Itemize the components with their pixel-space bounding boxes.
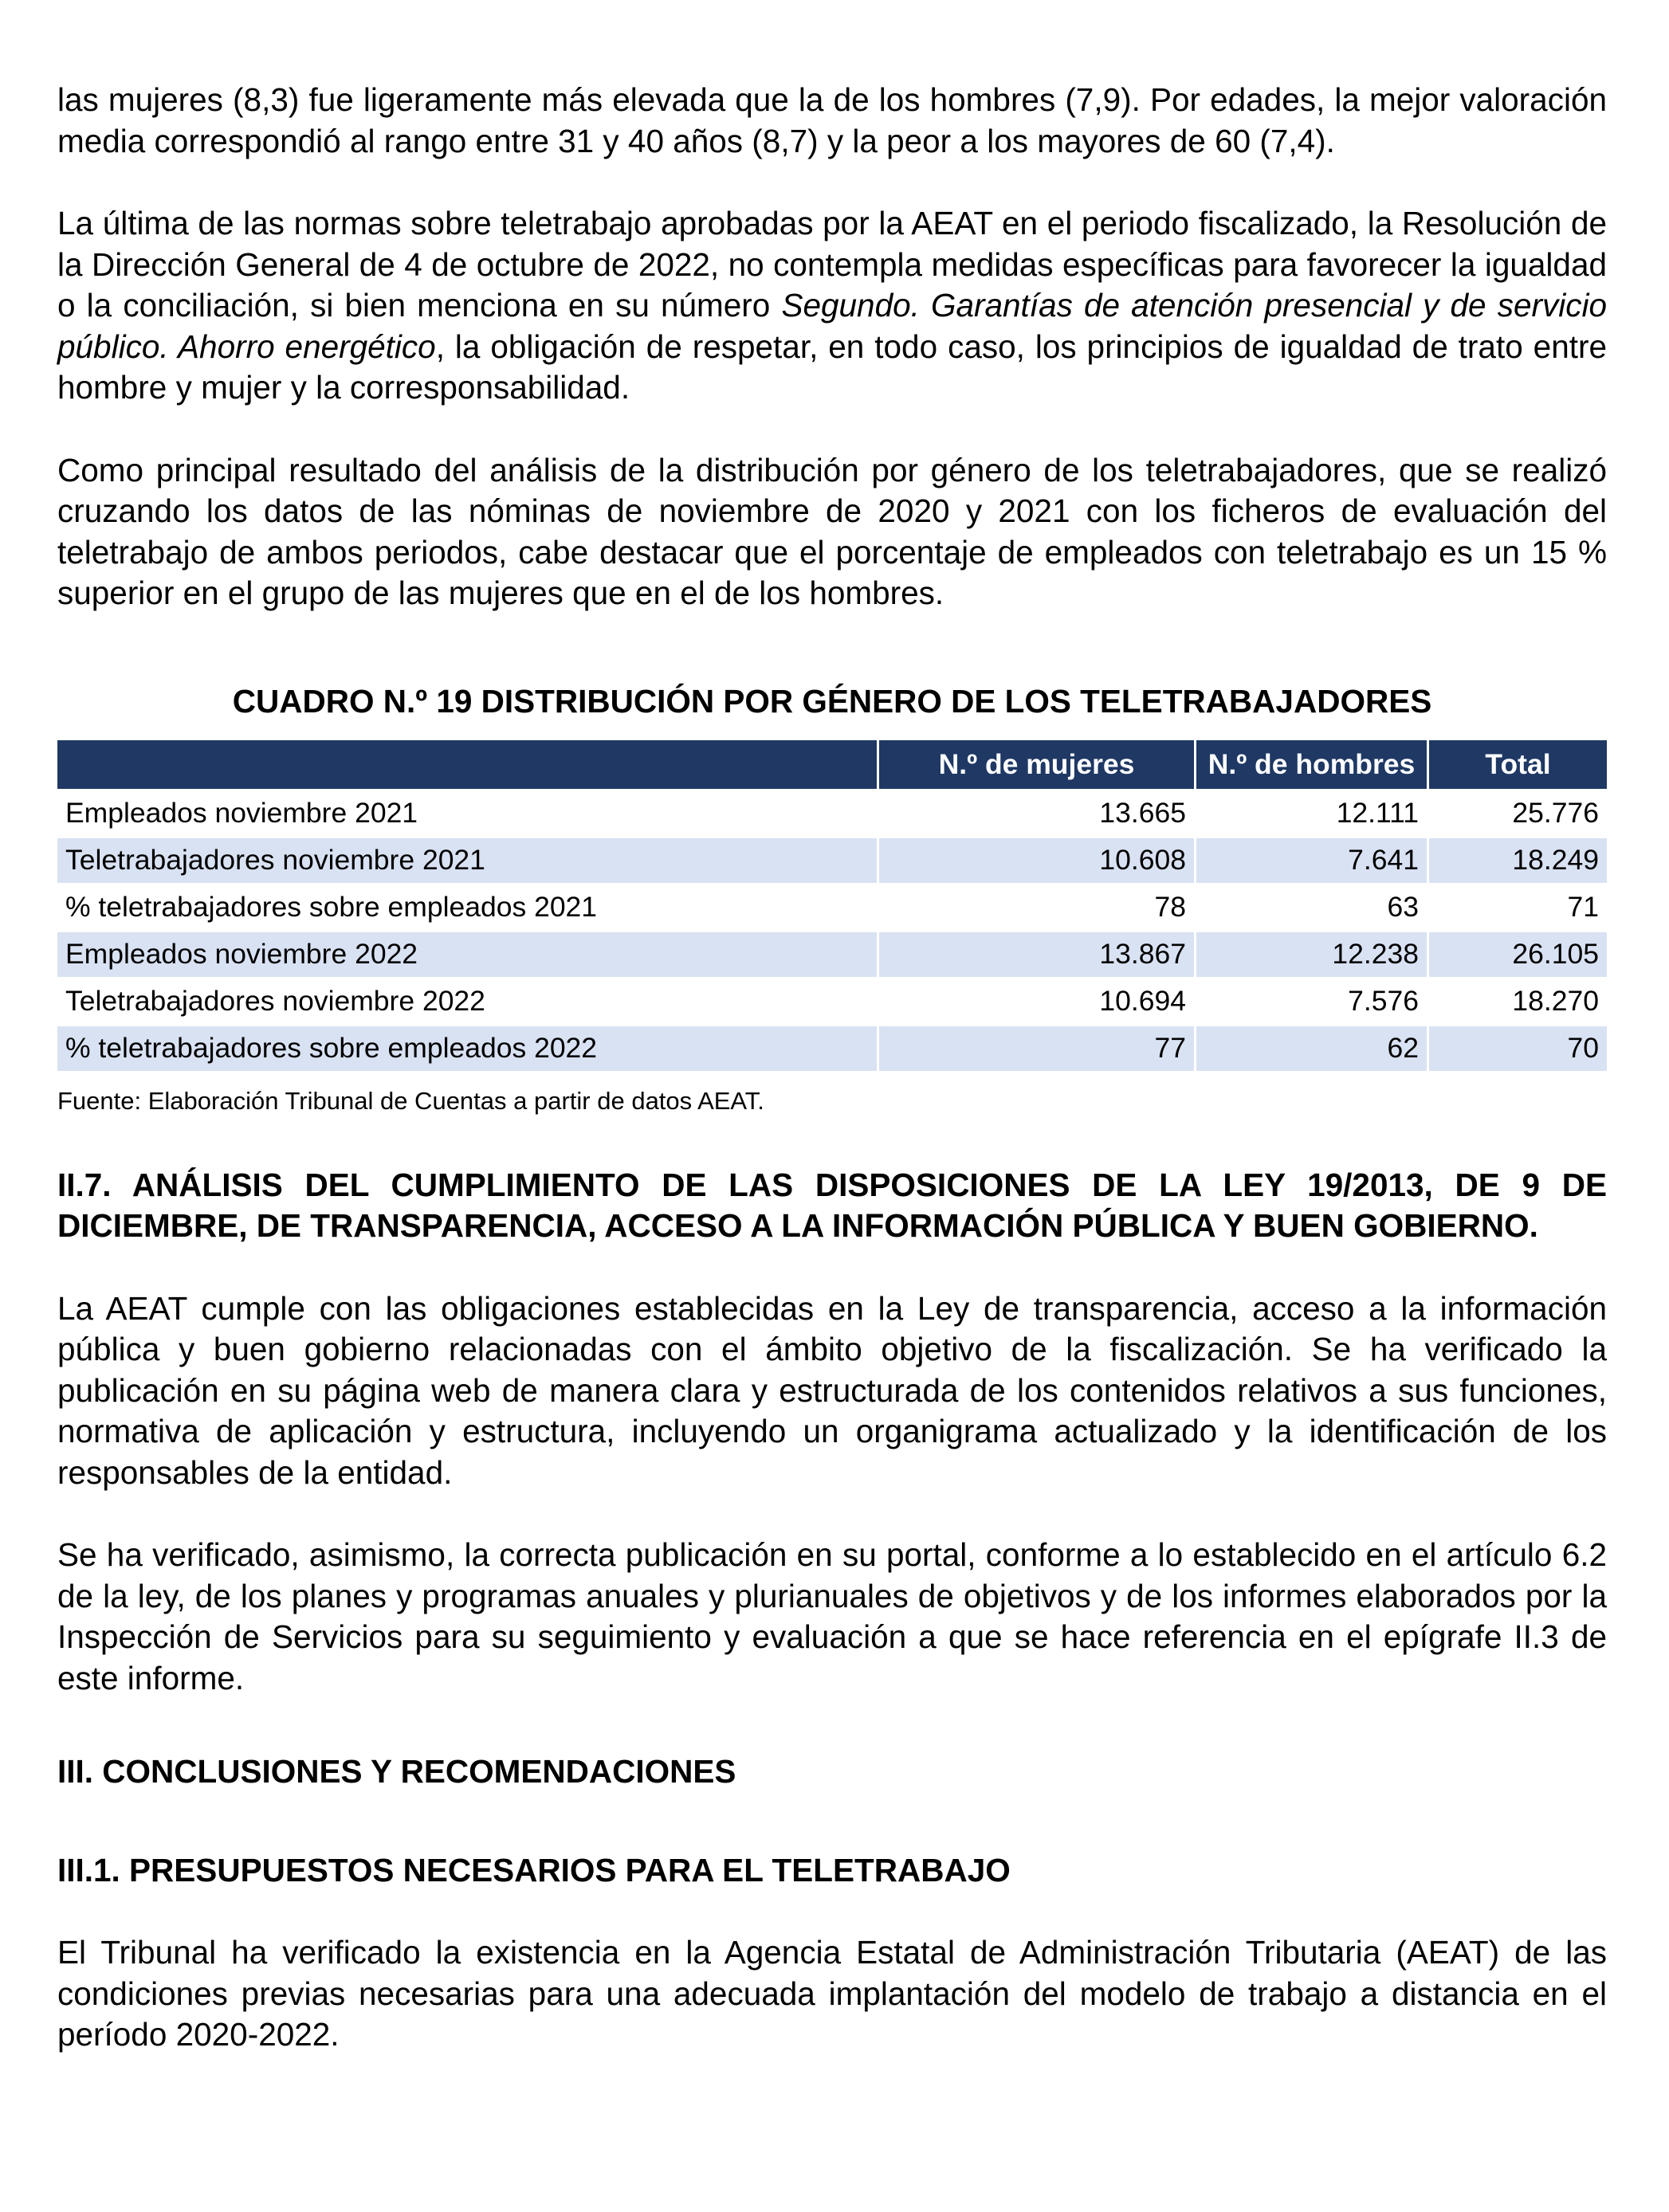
cell-hombres: 12.111 [1194, 789, 1427, 836]
cell-mujeres: 10.608 [877, 836, 1194, 883]
row-label: % teletrabajadores sobre empleados 2022 [57, 1024, 877, 1071]
paragraph-distribucion-genero: Como principal resultado del análisis de la distribución por género de los teletrabajadores, que se realizó cruzando los datos de las nóminas de noviembre de 2020 y 2021 con los ficheros de evaluación del teletrabajo de ambos periodos, cabe destacar que el porcentaje de empleados con teletrabajo es un 15 % superior en el grupo de las mujeres que en el de los hombres. [57, 451, 1607, 611]
header-hombres: N.º de hombres [1194, 740, 1427, 789]
paragraph-valoracion: las mujeres (8,3) fue ligeramente más elevada que la de los hombres (7,9). Por edades, la mejor valoración media correspondió al rango entre 31 y 40 años (8,7) y la peor a los mayores de 60 (7,4). [57, 81, 1607, 159]
paragraph-resolucion-part-a: La última de las normas sobre teletrabajo aprobadas por la AEAT en el periodo fiscalizado, la Resolución de la Dirección General de 4 de octubre de 2022, no contempla medidas específicas para favorecer la igualdad o la conciliación, si bien menciona en su número [57, 205, 1607, 324]
table-source-note: Fuente: Elaboración Tribunal de Cuentas a partir de datos AEAT. [57, 1086, 764, 1115]
paragraph-presupuestos: El Tribunal ha verificado la existencia en la Agencia Estatal de Administración Tributaria (AEAT) de las condiciones previas necesarias para una adecuada implantación del modelo de trabajo a distancia en el período 2020-2022. [57, 1934, 1607, 2053]
cell-total: 70 [1427, 1024, 1607, 1071]
cell-mujeres: 13.665 [877, 789, 1194, 836]
cell-total: 25.776 [1427, 789, 1607, 836]
cell-total: 18.270 [1427, 977, 1607, 1024]
header-mujeres: N.º de mujeres [877, 740, 1194, 789]
row-label: Teletrabajadores noviembre 2021 [57, 836, 877, 883]
paragraph-publicacion-portal: Se ha verificado, asimismo, la correcta publicación en su portal, conforme a lo establecido en el artículo 6.2 de la ley, de los planes y programas anuales y plurianuales de objetivos y de los informes elaborados por la Inspección de Servicios para su seguimiento y evaluación a que se hace referencia en el epígrafe II.3 de este informe. [57, 1536, 1607, 1696]
row-label: Teletrabajadores noviembre 2022 [57, 977, 877, 1024]
cell-hombres: 63 [1194, 883, 1427, 930]
row-label: % teletrabajadores sobre empleados 2021 [57, 883, 877, 930]
paragraph-resolucion-part-b: , la obligación de respetar, en todo caso, los principios de igualdad de trato entre hombre y mujer y la corresponsabilidad. [57, 327, 1607, 406]
row-label: Empleados noviembre 2022 [57, 930, 877, 977]
table-row [57, 836, 1607, 883]
cell-total: 26.105 [1427, 930, 1607, 977]
section-heading-iii: III. CONCLUSIONES Y RECOMENDACIONES [57, 1753, 736, 1790]
cell-hombres: 62 [1194, 1024, 1427, 1071]
header-empty [57, 740, 877, 789]
table-title: CUADRO N.º 19 DISTRIBUCIÓN POR GÉNERO DE LOS TELETRABAJADORES [232, 682, 1432, 720]
cell-mujeres: 78 [877, 883, 1194, 930]
cell-mujeres: 10.694 [877, 977, 1194, 1024]
cell-mujeres: 77 [877, 1024, 1194, 1071]
cell-total: 71 [1427, 883, 1607, 930]
paragraph-resolucion-italic: Segundo. Garantías de atención presencial y de servicio público. Ahorro energético [57, 287, 1608, 365]
section-heading-iii1: III.1. PRESUPUESTOS NECESARIOS PARA EL TELETRABAJO [57, 1851, 1011, 1888]
gender-distribution-table [57, 740, 1607, 1071]
paragraph-transparencia: La AEAT cumple con las obligaciones establecidas en la Ley de transparencia, acceso a la información pública y buen gobierno relacionadas con el ámbito objetivo de la fiscalización. Se ha verificado la publicación en su página web de manera clara y estructurada de los contenidos relativos a sus funciones, normativa de aplicación y estructura, incluyendo un organigrama actualizado y la identificación de los responsables de la entidad. [57, 1289, 1607, 1491]
table-row [57, 883, 1607, 930]
table-row [57, 789, 1607, 836]
header-total: Total [1427, 740, 1607, 789]
cell-mujeres: 13.867 [877, 930, 1194, 977]
cell-total: 18.249 [1427, 836, 1607, 883]
table-row [57, 977, 1607, 1024]
paragraph-resolucion [57, 203, 1607, 409]
row-label: Empleados noviembre 2021 [57, 789, 877, 836]
table-row [57, 1024, 1607, 1071]
cell-hombres: 7.641 [1194, 836, 1427, 883]
section-heading-ii7: II.7. ANÁLISIS DEL CUMPLIMIENTO DE LAS DISPOSICIONES DE LA LEY 19/2013, DE 9 DE DICIEMBRE, DE TRANSPARENCIA, ACCESO A LA INFORMACIÓN PÚBLICA Y BUEN GOBIERNO. [57, 1166, 1607, 1244]
document-page [57, 80, 1607, 2056]
table-row [57, 930, 1607, 977]
cell-hombres: 7.576 [1194, 977, 1427, 1024]
cell-hombres: 12.238 [1194, 930, 1427, 977]
table-header-row [57, 740, 1607, 789]
